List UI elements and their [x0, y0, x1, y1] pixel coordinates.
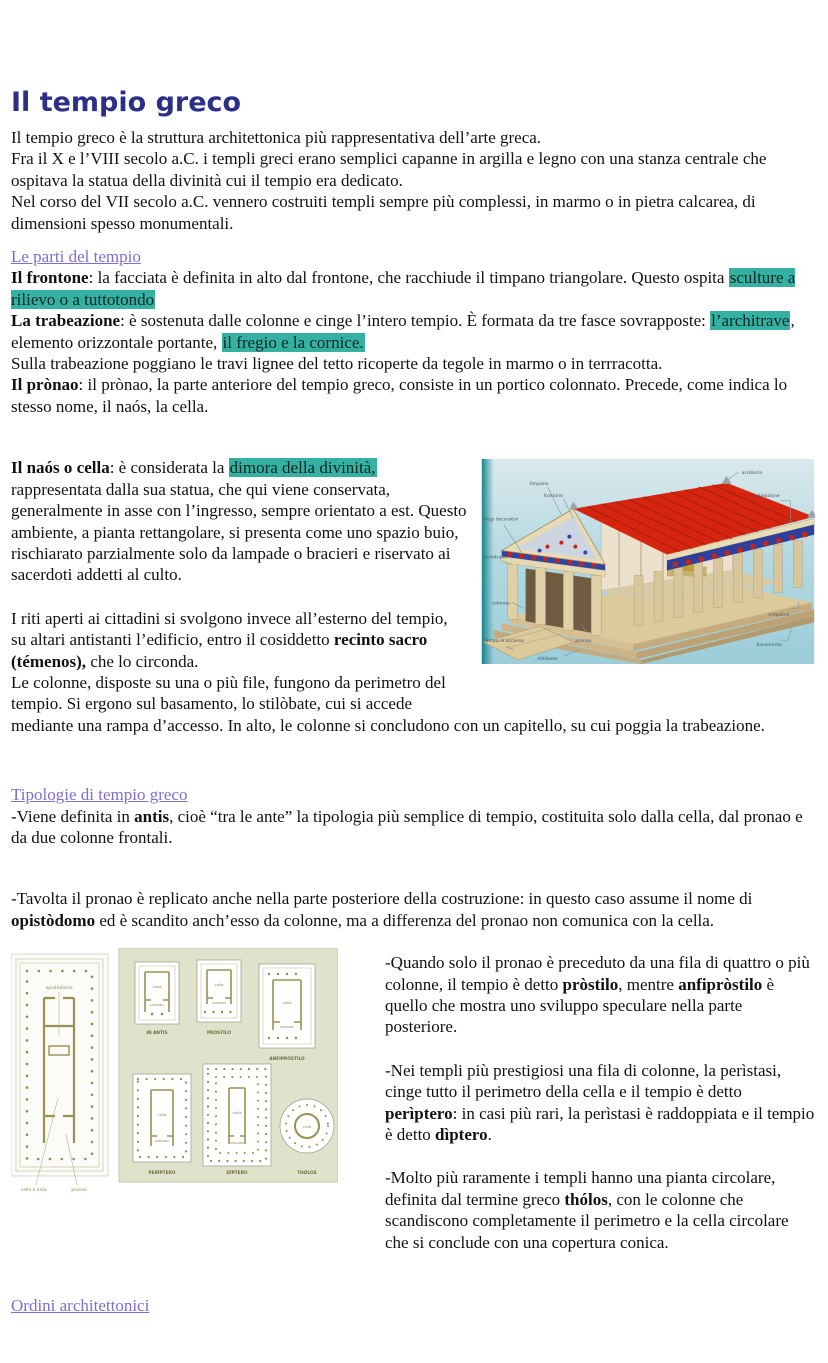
plan-pronao-label: pronao: [280, 1024, 294, 1030]
text-run: -Viene definita in: [11, 806, 135, 826]
text-run: , elemento orizzontale portante,: [11, 311, 795, 352]
term-naos: Il naós o cella: [11, 458, 110, 478]
plan-caption-in-antis: IN ANTIS: [146, 1031, 168, 1037]
figure-label-pronao: pronao: [575, 639, 592, 645]
section-link-line: [11, 1295, 815, 1316]
plan-cella-label: cella: [282, 1000, 292, 1006]
intro-line: Nel corso del VII secolo a.C. vennero costruiti templi sempre più complessi, in marmo o in pietra calcarea, di dimensioni spesso monumentali.: [11, 192, 756, 233]
plan-caption-periptero: PERÌPTERO: [148, 1171, 176, 1177]
term-diptero: dìptero: [435, 1125, 488, 1145]
plan-anfiprostilo: [259, 964, 315, 1062]
figure-label-trabeazione: trabeazione: [752, 494, 780, 500]
plan-periptero: [133, 1074, 191, 1176]
plan-pronao-label: pronao: [230, 1140, 244, 1146]
text-run: -Molto più raramente i templi hanno una pianta circolare, definita dal termine greco: [385, 1168, 776, 1209]
text-run: : è sostenuta dalle colonne e cinge l’intero tempio. È formata da tre fasce sovrapposte:: [120, 311, 711, 331]
intro-line: Fra il X e l’VIII secolo a.C. i templi greci erano semplici capanne in argilla e legno con una stanza centrale che ospitava la statua della divinità cui il tempio era dedicato.: [11, 149, 767, 190]
spacer: [385, 1038, 815, 1060]
paragraph-antis: [11, 806, 815, 849]
highlight-run: l’architrave: [711, 311, 790, 331]
text-run: -Tavolta il pronao è replicato anche nella parte posteriore della costruzione: in questo caso assume il nome di: [11, 889, 753, 909]
text-run: ed è scandito anch’esso da colonne, ma a differenza del pronao non comunica con la cella.: [95, 910, 715, 930]
paragraph-colonne: Le colonne, disposte su una o più file, fungono da perimetro del tempio. Si ergono sul basamento, lo stilòbate, cui si accede mediante una rampa d’accesso. In alto, le colonne si concludono con un capitello, su cui poggia la trabeazione.: [11, 672, 765, 735]
text-run: .: [487, 1125, 492, 1145]
plan-diptero: [203, 1064, 271, 1176]
plan-cella-label: cella: [152, 984, 162, 990]
plan-cella-label: cella: [157, 1112, 167, 1118]
figure-label-rampa: rampa di accesso: [483, 639, 524, 645]
page-title: Il tempio greco: [11, 87, 242, 118]
plan-caption-anfiprostilo: ANFIPRÒSTILO: [269, 1057, 305, 1063]
typologies-row: [11, 948, 815, 1253]
temple-cutaway-figure: [481, 459, 815, 664]
floor-plans-figure: [11, 948, 338, 1199]
paragraph-tetto: Sulla trabeazione poggiano le travi lignee del tetto ricoperte da tegole in marmo o in terrracotta.: [11, 354, 663, 374]
text-run: , cioè “tra le ante” la tipologia più semplice di tempio, costituita solo dalla cella, dal pronao e da due colonne frontali.: [11, 806, 803, 847]
text-run: è quello che mostra uno sviluppo speculare nella parte posteriore.: [385, 974, 775, 1037]
plan-caption-diptero: DÌPTERO: [226, 1171, 248, 1177]
term-trabeazione: La trabeazione: [11, 311, 121, 331]
highlight-run: sculture a rilievo o a tuttotondo: [11, 268, 796, 309]
intro-line: Il tempio greco è la struttura architettonica più rappresentativa dell’arte greca.: [11, 128, 542, 147]
text-run: , mentre: [618, 974, 679, 994]
section-naos: [11, 457, 815, 736]
plan-typologies-panel: [119, 948, 338, 1182]
plan-pronao-label: pronao: [212, 1000, 226, 1006]
figure-label-frontone: frontone: [543, 494, 563, 500]
plan-caption-tholos: THÓLOS: [297, 1171, 317, 1177]
paragraph-trabeazione: [11, 310, 815, 353]
paragraph-tholos: [385, 1167, 815, 1253]
figure-label-fregi-decorativi: fregi decorativi: [483, 517, 519, 523]
figure-label-basamento: basamento: [756, 643, 783, 649]
intro-paragraph: [11, 127, 815, 234]
term-frontone: Il frontone: [11, 268, 89, 288]
figure-label-timpano: timpano: [529, 482, 549, 488]
plan-label-cella-naos: cella o naós: [20, 1188, 48, 1194]
figure-label-architrave: architrave: [483, 555, 508, 561]
plan-label-opistodomo: opistòdomo: [45, 986, 73, 992]
section-link-line: [11, 246, 815, 267]
temple-illustration: [481, 459, 815, 664]
highlight-run: dimora della divinità,: [229, 458, 376, 478]
term-antis: antis: [134, 806, 170, 826]
term-prostilo: pròstilo: [562, 974, 619, 994]
term-opistodomo: opistòdomo: [11, 910, 96, 930]
text-run: : è considerata la: [109, 458, 229, 478]
text-run: -Quando solo il pronao è preceduto da una fila di quattro o più colonne, il tempio è detto: [385, 953, 810, 994]
text-run: I riti aperti ai cittadini si svolgono invece all’esterno del tempio, su altari antistanti l’edificio, entro il cosiddetto: [11, 608, 448, 650]
text-run: , con le colonne che scandiscono completamente il perimetro e la cella circolare che si conclude con una copertura conica.: [385, 1189, 789, 1252]
plan-caption-prostilo: PRÒSTILO: [207, 1031, 231, 1037]
plan-cella-label: cella: [214, 982, 224, 988]
term-anfiprostilo: anfipròstilo: [678, 974, 763, 994]
link-ordini-architettonici[interactable]: Ordini architettonici: [11, 1296, 150, 1316]
paragraph-periptero: [385, 1060, 815, 1146]
link-parti-del-tempio[interactable]: Le parti del tempio: [11, 247, 141, 267]
section-link-line: [11, 784, 815, 805]
paragraph-pronao: [11, 374, 815, 417]
text-run: : in casi più rari, la perìstasi è raddoppiata e il tempio è detto: [385, 1103, 815, 1145]
figure-label-crepidine: crepidine: [768, 613, 790, 619]
figure-label-acroteria: acroteria: [741, 471, 762, 477]
plan-cella-label: cella: [303, 1125, 311, 1130]
plan-pronao-label: pronao: [150, 1002, 164, 1008]
paragraph-frontone: [11, 267, 815, 310]
text-run: rappresentata dalla sua statua, che qui viene conservata, generalmente in asse con l’ingresso, sempre orientato a est. Questo ambiente, a pianta rettangolare, si presenta come uno spazio buio, rischiarato parzialmente solo da lampade o bracieri e riservato ai sacerdoti addetti al culto.: [11, 479, 467, 585]
plan-label-pronao-big: pronao: [71, 1188, 87, 1194]
plan-cella-label: cella: [232, 1110, 242, 1116]
term-recinto-sacro: recinto sacro (témenos),: [11, 630, 428, 671]
link-tipologie[interactable]: Tipologie di tempio greco: [11, 785, 188, 805]
plan-pronao-label: pronao: [155, 1138, 169, 1144]
typologies-text-column: [385, 948, 815, 1253]
text-run: -Nei templi più prestigiosi una fila di colonne, la perìstasi, cinge tutto il perimetro della cella e il tempio è detto: [385, 1060, 782, 1102]
term-periptero: perìptero: [385, 1103, 453, 1123]
text-run: : il prònao, la parte anteriore del tempio greco, consiste in un portico colonnato. Precede, come indica lo stesso nome, il naós, la cella.: [11, 375, 788, 416]
plan-large-temple: [11, 954, 108, 1193]
text-run: : la facciata è definita in alto dal frontone, che racchiude il timpano triangolare. Questo ospita: [88, 268, 729, 288]
spacer: [11, 234, 815, 246]
term-pronao: Il prònao: [11, 375, 79, 395]
scan-edge: [482, 459, 494, 664]
highlight-run: il fregio e la cornice.: [222, 332, 364, 352]
paragraph-prostilo: [385, 952, 815, 1038]
spacer: [385, 1145, 815, 1167]
paragraph-opistodomo: [11, 888, 815, 931]
term-tholos: thólos: [564, 1189, 608, 1209]
floor-plans-illustration: [11, 948, 338, 1199]
figure-label-colonna: colonna: [491, 601, 510, 607]
text-run: che lo circonda.: [86, 651, 199, 671]
figure-label-stilobate: stilòbate: [537, 657, 558, 663]
